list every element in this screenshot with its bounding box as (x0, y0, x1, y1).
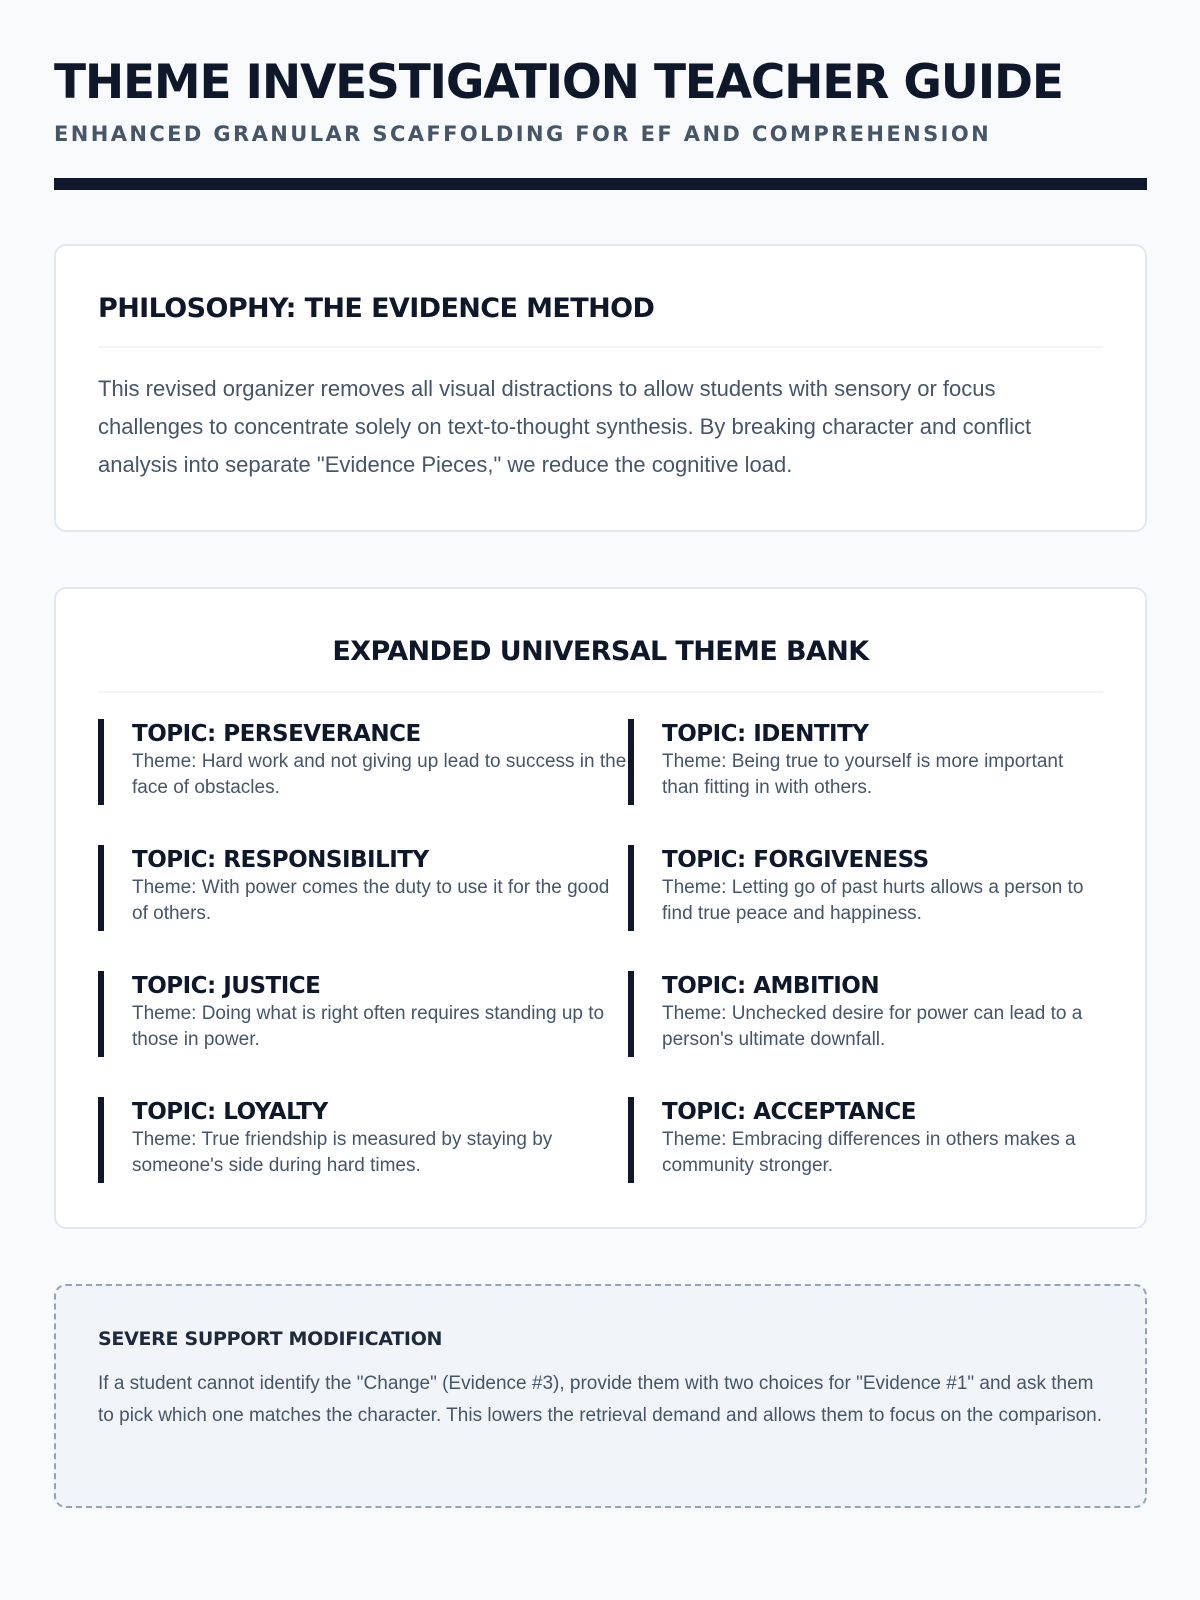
theme-grid (98, 719, 1103, 1183)
theme-description: Theme: Embracing differences in others makes a community stronger. (662, 1129, 1076, 1176)
philosophy-heading: PHILOSOPHY: THE EVIDENCE METHOD (98, 292, 1103, 348)
theme-description: Theme: Being true to yourself is more important than fitting in with others. (662, 751, 1064, 798)
theme-topic: TOPIC: PERSEVERANCE (132, 721, 421, 747)
theme-description: Theme: Hard work and not giving up lead to success in the face of obstacles. (132, 751, 627, 798)
theme-item-forgiveness (628, 845, 1105, 931)
theme-topic: TOPIC: ACCEPTANCE (662, 1099, 916, 1125)
theme-bank-card (54, 587, 1147, 1229)
theme-description: Theme: True friendship is measured by staying by someone's side during hard times. (132, 1129, 553, 1176)
theme-description: Theme: Doing what is right often requires standing up to those in power. (132, 1003, 605, 1050)
theme-item-perseverance (98, 719, 628, 805)
philosophy-card (54, 244, 1147, 532)
theme-topic: TOPIC: LOYALTY (132, 1099, 328, 1125)
theme-item-responsibility (98, 845, 628, 931)
support-heading: SEVERE SUPPORT MODIFICATION (98, 1328, 443, 1350)
philosophy-body: This revised organizer removes all visual distractions to allow students with sensory or focus challenges to concentrate solely on text-to-thought synthesis. By breaking character and conflict analysis into separate "Evidence Pieces," we reduce the cognitive load. (98, 376, 1032, 477)
theme-topic: TOPIC: RESPONSIBILITY (132, 847, 429, 873)
page-subtitle: ENHANCED GRANULAR SCAFFOLDING FOR EF AND COMPREHENSION (54, 122, 992, 146)
theme-item-ambition (628, 971, 1105, 1057)
theme-item-acceptance (628, 1097, 1105, 1183)
theme-item-justice (98, 971, 628, 1057)
theme-topic: TOPIC: IDENTITY (662, 721, 869, 747)
theme-item-loyalty (98, 1097, 628, 1183)
theme-description: Theme: Unchecked desire for power can lead to a person's ultimate downfall. (662, 1003, 1083, 1050)
theme-item-identity (628, 719, 1105, 805)
theme-description: Theme: With power comes the duty to use it for the good of others. (132, 877, 610, 924)
theme-topic: TOPIC: AMBITION (662, 973, 880, 999)
theme-topic: TOPIC: FORGIVENESS (662, 847, 929, 873)
page-title: THEME INVESTIGATION TEACHER GUIDE (54, 55, 1063, 110)
theme-bank-heading: EXPANDED UNIVERSAL THEME BANK (98, 635, 1103, 693)
title-divider (54, 178, 1147, 190)
theme-description: Theme: Letting go of past hurts allows a person to find true peace and happiness. (662, 877, 1084, 924)
support-modification-box (54, 1284, 1147, 1508)
theme-topic: TOPIC: JUSTICE (132, 973, 321, 999)
support-body: If a student cannot identify the "Change" (Evidence #3), provide them with two choices for "Evidence #1" and ask them to pick which one matches the character. This lowers the retrieval demand and allows them to focus on the comparison. (98, 1373, 1102, 1426)
